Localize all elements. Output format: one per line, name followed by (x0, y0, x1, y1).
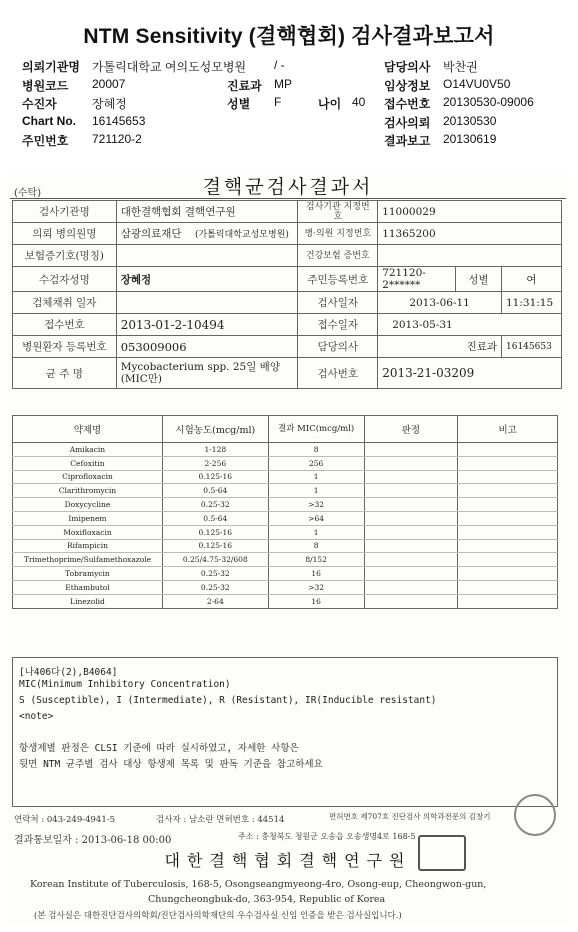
resident-label: 주민등록번호 (298, 267, 378, 292)
header-remarks: 비고 (458, 416, 558, 443)
value-resident-no: 721120-2 (92, 132, 142, 146)
mic-result-cell: 8 (268, 443, 364, 457)
header-row-1 (22, 56, 562, 75)
remarks-cell (458, 470, 558, 484)
remarks-cell (458, 580, 558, 594)
agency-no-label: 검사기관 지정번호 (298, 201, 378, 223)
value-receipt-no: 20130530-09006 (443, 95, 534, 109)
doctor-label: 담당의사 (298, 336, 378, 358)
mic-result-cell: 8/152 (268, 553, 364, 567)
header-row-5 (22, 130, 562, 149)
mic-result-cell: 1 (268, 525, 364, 539)
specimen-date-label: 검체채취 일자 (13, 292, 117, 314)
test-range-cell: 0.25-32 (162, 580, 268, 594)
test-range-cell: 0.125-16 (162, 525, 268, 539)
test-time-value: 11:31:15 (502, 292, 562, 314)
value-age: 40 (352, 95, 366, 109)
drug-row (13, 443, 558, 457)
mic-result-cell: 16 (268, 567, 364, 581)
drug-row (13, 525, 558, 539)
agency-label: 검사기관명 (13, 201, 117, 223)
collector-label: 수검자성명 (13, 267, 117, 292)
strain-label: 균 주 명 (13, 358, 117, 389)
interpretation-cell (364, 443, 458, 457)
mic-result-cell: >32 (268, 498, 364, 512)
mic-result-cell: 16 (268, 594, 364, 608)
drug-name-cell: Amikacin (13, 443, 163, 457)
dept-cell (378, 336, 502, 358)
drug-name-cell: Rifampicin (13, 539, 163, 553)
note-legend: S (Susceptible), I (Intermediate), R (Resistant), IR(Inducible resistant) (19, 695, 437, 706)
label-patient: 수진자 (22, 97, 57, 111)
footer-address: 주소 : 충청북도 청원군 오송읍 오송생명4로 168-5 (238, 832, 416, 841)
header-range: 시험농도(mcg/ml) (162, 416, 268, 443)
remarks-cell (458, 525, 558, 539)
resident-value: 721120-2****** (378, 267, 456, 292)
drug-row (13, 484, 558, 498)
notes-box (12, 657, 558, 807)
report-title: NTM Sensitivity (결핵협회) 검사결과보고서 (83, 25, 495, 48)
value-sex: F (274, 95, 282, 109)
value-hospital-code: 20007 (92, 76, 126, 91)
test-no-label: 검사번호 (298, 358, 378, 389)
label-department: 진료과 (227, 78, 262, 93)
info-row (13, 314, 562, 336)
label-doctor: 담당의사 (384, 60, 431, 74)
footer-license: 면허번호 제707호 진단검사 의학과전문의 김창기 (329, 812, 491, 821)
interpretation-cell (364, 484, 458, 498)
label-clinical-info: 임상정보 (384, 78, 431, 93)
document-title: 결핵균검사결과서 (202, 176, 374, 198)
mic-result-cell: 1 (268, 470, 364, 484)
receipt-no-label: 접수번호 (13, 314, 117, 336)
interpretation-cell (364, 567, 458, 581)
report-header (22, 56, 562, 149)
drug-table-header (13, 416, 558, 443)
info-row (13, 336, 562, 358)
remarks-cell (458, 594, 558, 608)
label-institution: 의뢰기관명 (22, 60, 80, 74)
value-doctor: 박찬권 (443, 60, 478, 74)
header-row-4 (22, 112, 562, 131)
drug-name-cell: Ciprofloxacin (13, 470, 163, 484)
interpretation-cell (364, 498, 458, 512)
remarks-cell (458, 443, 558, 457)
strain-value: Mycobacterium spp. 25일 배양 (MIC만) (116, 358, 298, 389)
hospital-note: (가톨릭대학교성모병원) (194, 230, 289, 240)
drug-row (13, 539, 558, 553)
info-table (12, 200, 562, 389)
test-date-value: 2013-06-11 (378, 292, 502, 314)
header-interpretation: 판정 (364, 416, 458, 443)
test-range-cell: 0.125-16 (162, 539, 268, 553)
label-receipt-no: 접수번호 (384, 97, 431, 111)
footer-english-line-2: Chungcheongbuk-do, 363-954, Republic of Korea (148, 894, 386, 905)
value-report-date: 20130619 (443, 132, 497, 146)
interpretation-cell (364, 539, 458, 553)
note-mic-definition: MIC(Minimum Inhibitory Concentration) (19, 679, 231, 690)
note-tag: <note> (19, 711, 54, 722)
hospital-cell (116, 223, 298, 245)
receipt-date-value: 2013-05-31 (378, 314, 562, 336)
remarks-cell (458, 456, 558, 470)
header-drug: 약제명 (13, 416, 163, 443)
drug-row (13, 567, 558, 581)
drug-row (13, 580, 558, 594)
receipt-date-label: 접수일자 (298, 314, 378, 336)
drug-susceptibility-table (12, 415, 558, 609)
patient-no-label: 병원환자 등록번호 (13, 336, 117, 358)
test-range-cell: 2-256 (162, 456, 268, 470)
test-range-cell: 0.125-16 (162, 470, 268, 484)
hospital-label: 의뢰 병의원명 (13, 223, 117, 245)
agency-value: 대한결핵협회 결핵연구원 (116, 201, 298, 223)
remarks-cell (458, 567, 558, 581)
certification-mark (514, 794, 556, 836)
insurance-no-value (378, 245, 562, 267)
header-row-3 (22, 93, 562, 112)
note-code: [나406다(2),B4064] (19, 667, 118, 678)
footer-certification: (본 검사실은 대한진단검사의학회/진단검사의학재단의 우수검사실 신임 인증을 받은 검사실입니다.) (34, 911, 402, 921)
footer-english-line-1: Korean Institute of Tuberculosis, 168-5, Osongseangmyeong-4ro, Osong-eup, Cheongwon-gun, (30, 879, 487, 890)
info-row (13, 223, 562, 245)
hospital-value: 삼광의료재단 (120, 228, 182, 240)
drug-name-cell: Tobramycin (13, 567, 163, 581)
agency-no-value: 11000029 (378, 201, 562, 223)
footer-contact: 연락처 : 043-249-4941-5 (14, 815, 116, 825)
test-range-cell: 0.5-64 (162, 511, 268, 525)
sex-value: 여 (502, 267, 562, 292)
footer-report-date: 결과통보일자 : 2013-06-18 00:00 (14, 835, 172, 846)
mic-result-cell: 1 (268, 484, 364, 498)
drug-name-cell: Cefoxitin (13, 456, 163, 470)
institute-name: 대한결핵협회결핵연구원 (164, 851, 412, 870)
receipt-no-value: 2013-01-2-10494 (116, 314, 298, 336)
value-patient: 장혜정 (92, 97, 127, 111)
drug-name-cell: Imipenem (13, 511, 163, 525)
drug-row (13, 594, 558, 608)
interpretation-cell (364, 594, 458, 608)
value-department: MP (274, 76, 292, 91)
test-date-label: 검사일자 (298, 292, 378, 314)
drug-name-cell: Trimethoprime/Sulfamethoxazole (13, 553, 163, 567)
info-row (13, 292, 562, 314)
info-row (13, 245, 562, 267)
value-institution: 가톨릭대학교 여의도성모병원 (92, 60, 247, 74)
mic-result-cell: 8 (268, 539, 364, 553)
collector-value: 장혜정 (116, 267, 298, 292)
drug-row (13, 470, 558, 484)
label-resident-no: 주민번호 (22, 134, 69, 148)
value-request-date: 20130530 (443, 113, 497, 128)
note-line-1: 항생제별 판정은 CLSI 기준에 따라 실시하였고, 자세한 사항은 (19, 743, 299, 754)
note-line-2: 뒷면 NTM 균주별 검사 대상 항생제 목록 및 판독 기준을 참고하세요 (19, 759, 323, 770)
insurance-no-label: 건강보험 증번호 (298, 245, 378, 267)
value-clinical-info: O14VU0V50 (443, 76, 511, 91)
test-range-cell: 0.25-32 (162, 567, 268, 581)
drug-table-body (13, 443, 558, 609)
dept-value: 16145653 (502, 336, 562, 358)
value-chart-no: 16145653 (92, 113, 146, 128)
label-sex: 성별 (227, 97, 251, 111)
consignment-stamp: (수탁) (14, 188, 42, 199)
info-row (13, 358, 562, 389)
remarks-cell (458, 484, 558, 498)
drug-name-cell: Moxifloxacin (13, 525, 163, 539)
test-range-cell: 0.5-64 (162, 484, 268, 498)
hospital-no-value: 11365200 (378, 223, 562, 245)
remarks-cell (458, 498, 558, 512)
label-chart-no: Chart No. (22, 113, 76, 128)
official-seal (418, 835, 466, 871)
dept-label: 진료과 (466, 341, 497, 353)
interpretation-cell (364, 525, 458, 539)
value-separator: / - (274, 58, 285, 72)
test-range-cell: 0.25/4.75-32/608 (162, 553, 268, 567)
mic-result-cell: >64 (268, 511, 364, 525)
drug-name-cell: Ethambutol (13, 580, 163, 594)
drug-name-cell: Doxycycline (13, 498, 163, 512)
insurance-label: 보험증기호(명칭) (13, 245, 117, 267)
label-report-date: 결과보고 (384, 134, 431, 148)
remarks-cell (458, 553, 558, 567)
drug-name-cell: Linezolid (13, 594, 163, 608)
interpretation-cell (364, 470, 458, 484)
footer-examiner: 검사자 : 남소란 면허번호 : 44514 (156, 815, 285, 825)
sex-label: 성별 (456, 267, 502, 292)
drug-name-cell: Clarithromycin (13, 484, 163, 498)
mic-result-cell: >32 (268, 580, 364, 594)
info-row (13, 267, 562, 292)
drug-row (13, 553, 558, 567)
drug-row (13, 498, 558, 512)
hospital-no-label: 병·의원 지정번호 (298, 223, 378, 245)
interpretation-cell (364, 511, 458, 525)
patient-no-value: 053009006 (116, 336, 298, 358)
test-range-cell: 2-64 (162, 594, 268, 608)
scanned-result-document (6, 170, 570, 927)
drug-row (13, 511, 558, 525)
header-row-2 (22, 75, 562, 94)
remarks-cell (458, 539, 558, 553)
label-request-date: 검사의뢰 (384, 115, 431, 130)
test-no-value: 2013-21-03209 (378, 358, 562, 389)
drug-row (13, 456, 558, 470)
mic-result-cell: 256 (268, 456, 364, 470)
header-mic: 결과 MIC(mcg/ml) (268, 416, 364, 443)
info-row (13, 201, 562, 223)
title-divider (10, 198, 566, 199)
interpretation-cell (364, 580, 458, 594)
interpretation-cell (364, 456, 458, 470)
specimen-date-value (116, 292, 298, 314)
test-range-cell: 0.25-32 (162, 498, 268, 512)
remarks-cell (458, 511, 558, 525)
insurance-value (116, 245, 298, 267)
interpretation-cell (364, 553, 458, 567)
label-age: 나이 (318, 97, 342, 111)
label-hospital-code: 병원코드 (22, 78, 69, 93)
test-range-cell: 1-128 (162, 443, 268, 457)
